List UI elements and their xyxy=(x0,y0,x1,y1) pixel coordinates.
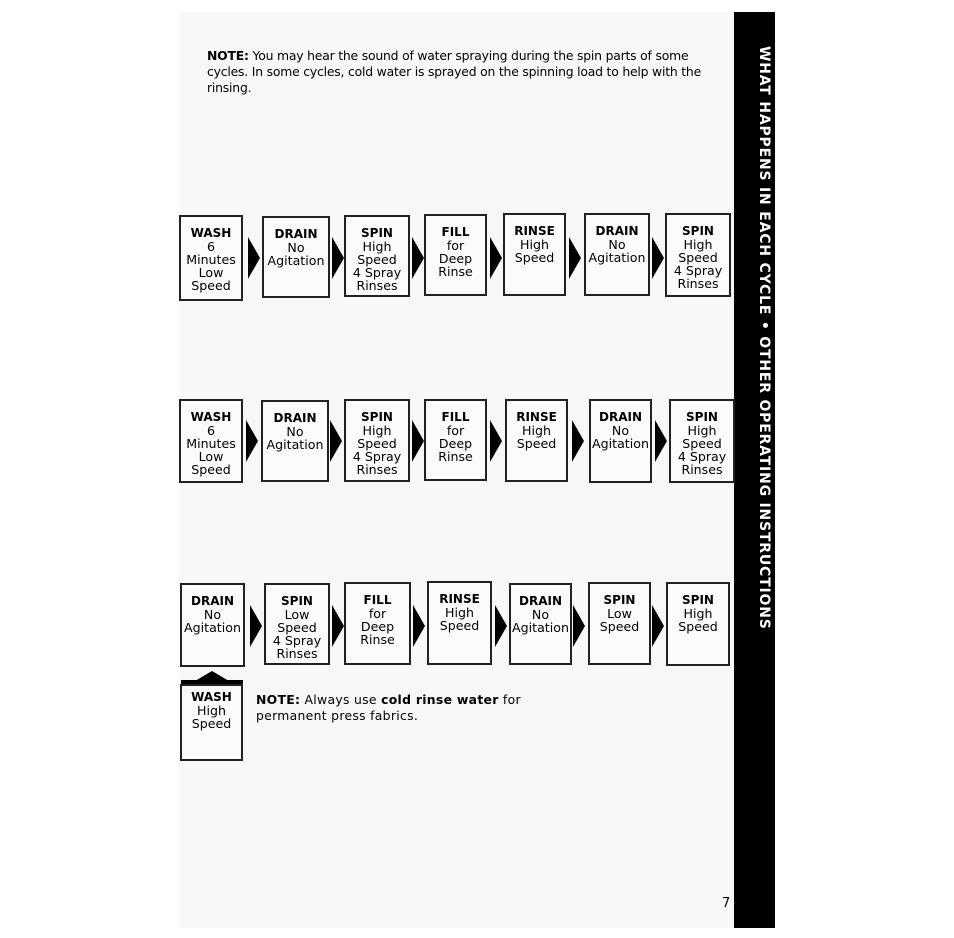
step-line: Rinses xyxy=(681,462,723,477)
step-line: High xyxy=(197,703,226,718)
note-bottom-label: NOTE: xyxy=(256,692,301,707)
step-head: RINSE xyxy=(439,592,480,606)
step-line: Agitation xyxy=(184,620,241,635)
step-head: RINSE xyxy=(516,410,557,424)
step-line: High xyxy=(362,423,392,438)
arrow-right-icon xyxy=(490,237,502,279)
step-line: Speed xyxy=(191,716,232,731)
arrow-right-icon xyxy=(655,420,667,462)
step-head: FILL xyxy=(441,225,470,239)
step-box xyxy=(669,399,735,483)
sidebar-title: WHAT HAPPENS IN EACH CYCLE • OTHER OPERATING INSTRUCTIONS xyxy=(756,46,772,630)
note-bottom-bold: cold rinse water xyxy=(381,692,499,707)
step-line: Agitation xyxy=(592,436,649,451)
arrow-right-icon xyxy=(573,605,585,647)
step-head: FILL xyxy=(363,593,392,607)
step-line: Speed xyxy=(357,252,397,267)
arrow-right-icon xyxy=(246,420,258,462)
step-box xyxy=(589,399,652,483)
step-head: SPIN xyxy=(682,593,714,607)
arrow-right-icon xyxy=(652,237,664,279)
step-line: Speed xyxy=(516,436,557,451)
section-sidebar xyxy=(734,12,775,928)
step-head: DRAIN xyxy=(595,224,639,238)
step-line: Speed xyxy=(277,620,317,635)
step-line: Rinses xyxy=(677,276,719,291)
step-head: DRAIN xyxy=(274,227,318,241)
step-line: High xyxy=(362,239,392,254)
step-line: Speed xyxy=(357,436,397,451)
note-top-label: NOTE: xyxy=(207,48,249,63)
note-top-text: You may hear the sound of water spraying during the spin parts of some cycles. In some cycles, cold water is sprayed on the spinning load to help with the rinsing. xyxy=(207,48,702,95)
step-head: DRAIN xyxy=(599,410,642,424)
step-box xyxy=(262,216,330,298)
step-line: Agitation xyxy=(512,620,569,635)
step-line: 4 Spray xyxy=(272,633,322,648)
step-box xyxy=(588,582,651,665)
step-head: RINSE xyxy=(514,224,555,238)
step-line: Speed xyxy=(678,250,718,265)
step-line: Low xyxy=(607,606,632,621)
step-line: Rinse xyxy=(438,264,473,279)
arrow-right-icon xyxy=(569,237,581,279)
step-line: 6 xyxy=(206,423,215,438)
step-line: Deep xyxy=(360,619,395,634)
step-box xyxy=(503,213,566,296)
arrow-right-icon xyxy=(248,237,260,279)
step-box xyxy=(584,213,650,296)
step-box xyxy=(344,215,410,297)
step-box xyxy=(180,583,245,667)
arrow-right-icon xyxy=(412,420,424,462)
step-line: Speed xyxy=(682,436,722,451)
step-line: No xyxy=(286,424,304,439)
step-line: No xyxy=(287,240,305,255)
step-box xyxy=(179,399,243,483)
step-line: Rinse xyxy=(360,632,395,647)
step-line: Agitation xyxy=(266,437,324,452)
step-box xyxy=(344,399,410,482)
arrow-right-icon xyxy=(250,605,262,647)
step-head: DRAIN xyxy=(519,594,562,608)
note-bottom-text2: for permanent press fabrics. xyxy=(256,692,521,723)
step-line: for xyxy=(368,606,387,621)
note-bottom-text1: Always use xyxy=(300,692,382,707)
step-head: DRAIN xyxy=(191,594,234,608)
step-line: Deep xyxy=(438,436,473,451)
step-line: Low xyxy=(198,265,224,280)
step-head: DRAIN xyxy=(273,411,317,425)
step-line: No xyxy=(608,237,626,252)
arrow-right-icon xyxy=(413,605,425,647)
step-box xyxy=(509,583,572,665)
step-line: Rinses xyxy=(276,646,318,661)
step-box xyxy=(180,684,243,761)
step-line: 4 Spray xyxy=(673,263,723,278)
step-line: No xyxy=(611,423,630,438)
arrow-right-icon xyxy=(572,420,584,462)
step-box xyxy=(666,582,730,666)
step-head: SPIN xyxy=(603,593,636,607)
step-box xyxy=(505,399,568,482)
step-box xyxy=(264,583,330,665)
step-line: Speed xyxy=(191,278,231,293)
step-line: Minutes xyxy=(186,436,236,451)
step-line: High xyxy=(445,605,474,620)
step-line: for xyxy=(446,238,465,253)
step-line: Speed xyxy=(439,618,480,633)
step-box xyxy=(665,213,731,297)
step-line: No xyxy=(203,607,222,622)
step-line: No xyxy=(531,607,550,622)
step-line: Speed xyxy=(514,250,555,265)
step-box xyxy=(424,214,487,296)
step-head: SPIN xyxy=(686,410,718,424)
step-head: WASH xyxy=(190,410,232,424)
step-line: 6 xyxy=(206,239,215,254)
step-line: 4 Spray xyxy=(677,449,727,464)
step-box xyxy=(427,581,492,665)
step-line: Low xyxy=(198,449,224,464)
step-line: High xyxy=(683,237,713,252)
step-line: Rinses xyxy=(356,278,398,293)
step-box xyxy=(424,399,487,481)
step-line: Deep xyxy=(438,251,473,266)
step-box xyxy=(179,215,243,301)
step-line: 4 Spray xyxy=(352,449,402,464)
arrow-right-icon xyxy=(330,420,342,462)
note-top xyxy=(207,48,732,96)
step-line: High xyxy=(683,606,713,621)
step-head: SPIN xyxy=(682,224,714,238)
step-line: Speed xyxy=(191,462,231,477)
arrow-right-icon xyxy=(332,237,344,279)
step-line: Speed xyxy=(599,619,640,634)
arrow-right-icon xyxy=(332,605,344,647)
arrow-right-icon xyxy=(490,420,502,462)
step-line: High xyxy=(687,423,717,438)
step-line: 4 Spray xyxy=(352,265,402,280)
step-head: FILL xyxy=(441,410,470,424)
step-box xyxy=(261,400,329,482)
step-line: Agitation xyxy=(267,253,325,268)
step-head: WASH xyxy=(190,226,232,240)
step-line: Rinse xyxy=(438,449,473,464)
step-line: High xyxy=(520,237,549,252)
page-number: 7 xyxy=(722,896,731,911)
step-head: WASH xyxy=(191,690,232,704)
step-head: SPIN xyxy=(281,594,313,608)
arrow-right-icon xyxy=(495,605,507,647)
step-head: SPIN xyxy=(361,226,393,240)
note-bottom xyxy=(256,692,556,724)
step-line: High xyxy=(522,423,551,438)
step-head: SPIN xyxy=(361,410,393,424)
arrow-right-icon xyxy=(412,237,424,279)
step-line: Rinses xyxy=(356,462,398,477)
step-line: Low xyxy=(284,607,310,622)
step-line: Speed xyxy=(678,619,718,634)
step-line: Minutes xyxy=(186,252,236,267)
step-line: for xyxy=(446,423,465,438)
step-box xyxy=(344,582,411,665)
arrow-right-icon xyxy=(652,605,664,647)
step-line: Agitation xyxy=(588,250,646,265)
